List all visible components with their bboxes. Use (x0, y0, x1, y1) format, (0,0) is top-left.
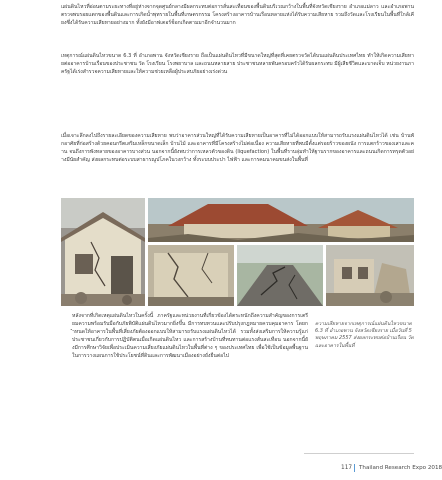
photo-ruined-building (326, 245, 414, 306)
footer-publication-title: Thailand Research Expo 2018 (359, 465, 442, 471)
body-paragraph-3: เมื่อเจาะลึกลงไปถึงรายละเอียดของความเสียหาย พบว่าอาคารส่วนใหญ่ที่ได้รับความเสียหายเป็นอาคารที่ไม่ได้ออกแบบให้สามารถรับแรงแผ่นดินไหวได้ เช่น บ้านพักอาศัยที่ก่อสร้างด้วยคอนกรีตเสริมเหล็กขนาดเล็ก บ้านไม้ และอาคารที่มีโครงสร้างไม่ต่อเนื่อง ความเสียหายที่พบมีตั้งแต่รอยร้าวของผนัง การแตกร้าวของเสาและคาน จนถึงการพังทลายของอาคารบางส่วน นอกจากนี้ยังพบว่าการเหลวตัวของดิน (liquefaction) ในพื้นที่ราบลุ่มทำให้ฐานรากของอาคารและถนนเกิดการทรุดตัวอย่างมีนัยสำคัญ ส่งผลกระทบต่อระบบสาธารณูปโภคในวงกว้าง ทั้งระบบประปา ไฟฟ้า และการคมนาคมขนส่งในพื้นที่ (61, 133, 414, 164)
body-paragraph-2: เหตุการณ์แผ่นดินไหวขนาด 6.3 ที่ อำเภอพาน จังหวัดเชียงราย ถือเป็นแผ่นดินไหวที่มีขนาดใหญ่ที่สุดที่เคยตรวจวัดได้บนแผ่นดินประเทศไทย ทำให้เกิดความเสียหายต่ออาคารบ้านเรือนของประชาชน วัด โรงเรียน โรงพยาบาล และถนนหลายสาย ประชาชนหลายพันครอบครัวได้รับผลกระทบ มีผู้เสียชีวิตและบาดเจ็บ หน่วยงานภาครัฐได้เร่งสำรวจความเสียหายและให้ความช่วยเหลือผู้ประสบภัยอย่างเร่งด่วน (61, 53, 414, 76)
footer-accent-bar (354, 464, 355, 472)
photo-wall-crack (148, 245, 234, 306)
earthquake-photo-grid (61, 198, 414, 306)
photo-collapsed-temple (148, 198, 414, 242)
photo-damaged-house (61, 198, 145, 306)
body-paragraph-4: หลังจากที่เกิดเหตุแผ่นดินไหวในครั้งนี้ ภาครัฐและหน่วยงานที่เกี่ยวข้องได้ตระหนักถึงความสำคัญของการเตรียมความพร้อมรับมือกับภัยพิบัติแผ่นดินไหวมากยิ่งขึ้น มีการทบทวนและปรับปรุงกฎหมายควบคุมอาคาร โดยกำหนดให้อาคารในพื้นที่เสี่ยงภัยต้องออกแบบให้สามารถรับแรงแผ่นดินไหวได้ รวมทั้งส่งเสริมการให้ความรู้แก่ประชาชนเกี่ยวกับการปฏิบัติตนเมื่อเกิดแผ่นดินไหว และการสร้างบ้านที่ทนทานต่อแรงสั่นสะเทือน นอกจากนี้ยังมีการศึกษาวิจัยเพื่อประเมินความเสี่ยงภัยแผ่นดินไหวในพื้นที่ต่าง ๆ ของประเทศไทย เพื่อใช้เป็นข้อมูลพื้นฐานในการวางแผนการใช้ประโยชน์ที่ดินและการพัฒนาเมืองอย่างยั่งยืนต่อไป (72, 313, 308, 360)
photo-broken-road (237, 245, 323, 306)
photo-caption: ความเสียหายจากเหตุการณ์แผ่นดินไหวขนาด 6.3 ที่ อำเภอพาน จังหวัดเชียงราย เมื่อวันที่ 5 พฤษภาคม 2557 ส่งผลกระทบต่อบ้านเรือน วัด และอาคารในพื้นที่ (315, 321, 414, 349)
page-number: 117 (341, 465, 353, 471)
body-paragraph-1: แผ่นดินไหวที่อ่อนตามระยะทางที่อยู่ห่างจากจุดศูนย์กลางมีผลกระทบต่อการสั่นสะเทือนของพื้นดินบริเวณกว้างในพื้นที่จังหวัดเชียงราย อำเภอแม่ลาว และอำเภอพาน ตรวจพบรอยแตกของพื้นดินและการเกิดน้ำพุทรายในพื้นที่เกษตรกรรม โครงสร้างอาคารบ้านเรือนหลายแห่งได้รับความเสียหาย รวมถึงวัดและโรงเรียนในพื้นที่ใกล้เคียงซึ่งได้รับความเสียหายอย่างมาก ทั้งยังมีอาฟเตอร์ช็อกเกิดตามมาอีกจำนวนมาก (61, 4, 414, 27)
footer-divider (304, 453, 414, 454)
